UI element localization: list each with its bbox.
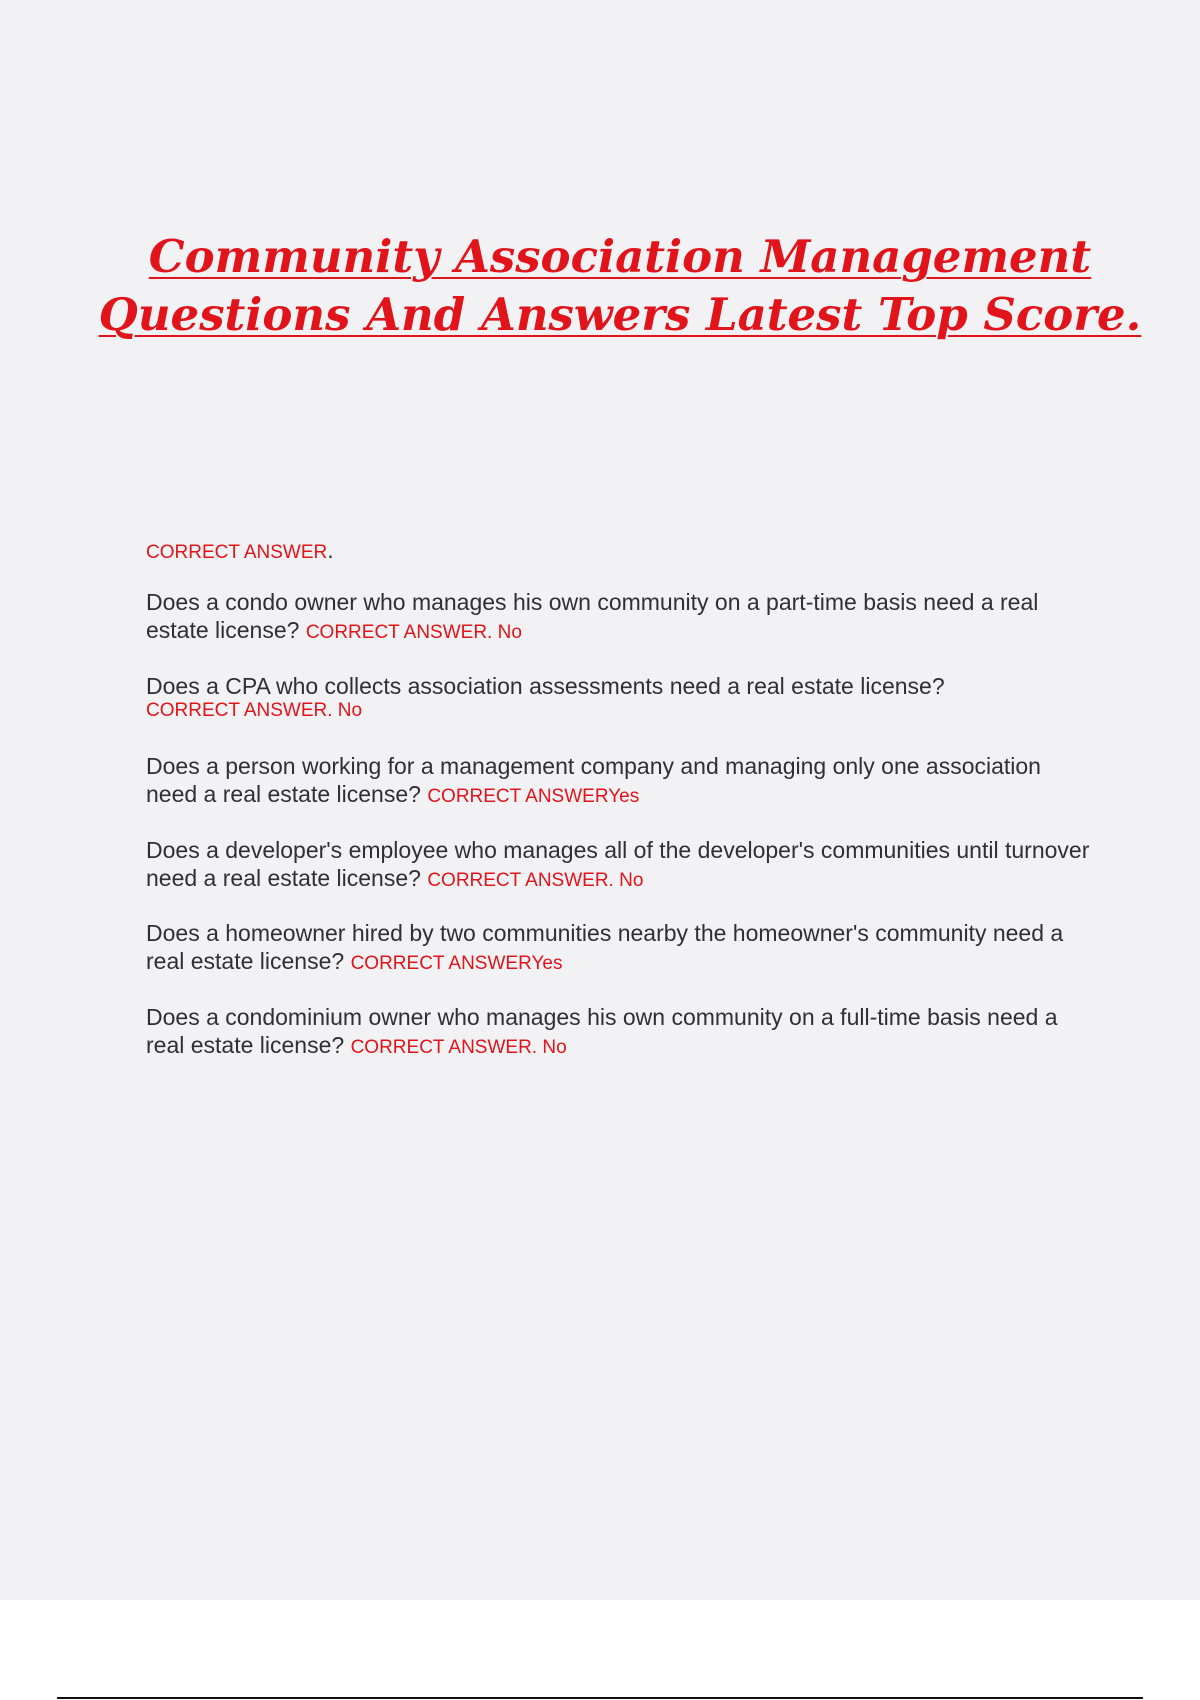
footer-divider	[57, 1697, 1143, 1699]
question-text: Does a CPA who collects association assessments need a real estate license?	[146, 673, 945, 699]
document-title	[0, 228, 1200, 344]
answer-text: CORRECT ANSWER. No	[305, 622, 522, 643]
title-line-1: Community Association Management	[148, 230, 1092, 283]
answer-text: CORRECT ANSWERYes	[427, 786, 640, 807]
question-text: Does a homeowner hired by two communities nearby the homeowner's community need a real estate license?	[146, 920, 1064, 974]
question-text: Does a person working for a management company and managing only one association need a real estate license?	[146, 753, 1041, 807]
answer-text: CORRECT ANSWER. No	[146, 700, 363, 721]
question-text: Does a condominium owner who manages his own community on a full-time basis need a real estate license?	[146, 1004, 1058, 1058]
answer-text: CORRECT ANSWER. No	[350, 1037, 567, 1058]
answer-text: CORRECT ANSWER. No	[427, 870, 644, 891]
qa-item-5	[146, 919, 1096, 978]
answer-text: CORRECT ANSWERYes	[350, 953, 563, 974]
answer-label: CORRECT ANSWER	[146, 542, 328, 563]
intro-tail: .	[327, 537, 334, 563]
title-line-2: Questions And Answers Latest Top Score.	[98, 288, 1142, 341]
qa-item-4	[146, 836, 1096, 895]
qa-item-6	[146, 1003, 1096, 1062]
intro-answer-line	[146, 536, 1096, 567]
qa-item-1	[146, 588, 1096, 647]
qa-item-3	[146, 752, 1096, 811]
question-text: Does a condo owner who manages his own community on a part-time basis need a real estate license?	[146, 589, 1039, 643]
question-text: Does a developer's employee who manages all of the developer's communities until turnover need a real estate license?	[146, 837, 1090, 891]
qa-item-2	[146, 672, 1096, 722]
